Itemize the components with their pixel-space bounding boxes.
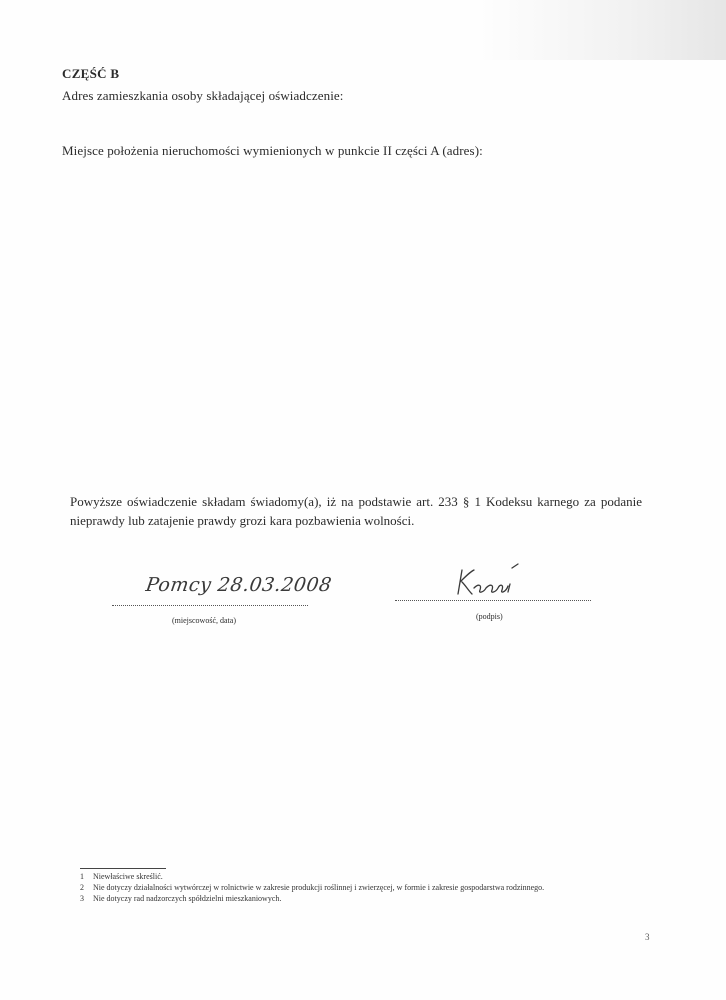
- page-number: 3: [645, 932, 650, 942]
- address-label: Adres zamieszkania osoby składającej oświadczenie:: [62, 88, 344, 103]
- scan-shadow: [476, 0, 726, 60]
- footnote-number: 2: [80, 883, 84, 892]
- section-heading: CZĘŚĆ B: [62, 66, 120, 81]
- footnote-text: Nie dotyczy rad nadzorczych spółdzielni mieszkaniowych.: [93, 894, 282, 903]
- place-date-caption: (miejscowość, data): [172, 616, 236, 625]
- footnote: [80, 883, 544, 892]
- signature-dotted-line: [395, 600, 591, 601]
- footnote: [80, 872, 163, 881]
- declaration-statement: Powyższe oświadczenie składam świadomy(a), iż na podstawie art. 233 § 1 Kodeksu karnego za podanie nieprawdy lub zatajenie prawdy grozi kara pozbawienia wolności.: [70, 494, 642, 528]
- footnote-number: 3: [80, 894, 84, 903]
- footnote-text: Nie dotyczy działalności wytwórczej w rolnictwie w zakresie produkcji roślinnej i zwierzęcej, w formie i zakresie gospodarstwa rodzinnego.: [93, 883, 545, 892]
- footnote-divider: [80, 868, 166, 869]
- footnote-number: 1: [80, 872, 84, 881]
- handwritten-place-date: Pomcy 28.03.2008: [144, 574, 334, 596]
- handwritten-signature: [448, 562, 528, 602]
- footnote: [80, 894, 281, 903]
- property-location-label: Miejsce położenia nieruchomości wymienionych w punkcie II części A (adres):: [62, 143, 483, 158]
- signature-caption: (podpis): [476, 612, 503, 621]
- place-date-dotted-line: [112, 605, 308, 606]
- footnote-text: Niewłaściwe skreślić.: [93, 872, 163, 881]
